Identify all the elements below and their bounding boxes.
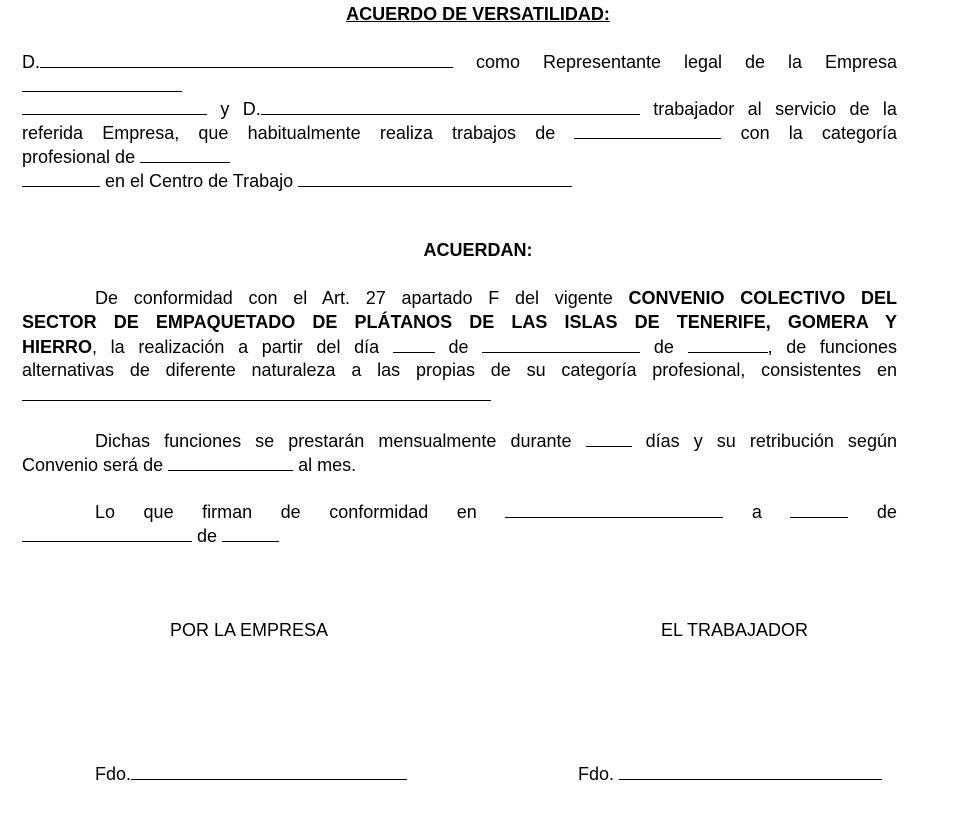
para1-line4-text: alternativas de diferente naturaleza a las propias de su categoría profesional, consistentes en bbox=[22, 360, 897, 380]
trabajador-label: EL TRABAJADOR bbox=[661, 620, 809, 640]
sign-month-blank[interactable] bbox=[22, 524, 192, 542]
d-prefix: D. bbox=[22, 52, 40, 72]
worker-signature-blank[interactable] bbox=[619, 762, 882, 780]
de-text: de bbox=[197, 526, 218, 546]
work-type-blank[interactable] bbox=[574, 121, 721, 139]
para3-line-2 bbox=[22, 524, 897, 546]
para1-line-2 bbox=[22, 311, 897, 333]
y-d-text: y D. bbox=[220, 99, 261, 119]
days-blank[interactable] bbox=[586, 429, 632, 447]
para2-line-2 bbox=[22, 453, 897, 475]
dias-text: días y su retribución según bbox=[645, 431, 897, 451]
start-year-blank[interactable] bbox=[688, 335, 768, 353]
word: Lo bbox=[95, 502, 116, 522]
de-text: de bbox=[448, 337, 469, 357]
para1-start: De conformidad con el Art. 27 apartado F del vigente bbox=[95, 288, 613, 308]
para1-line-3 bbox=[22, 335, 897, 357]
para1-line-5 bbox=[22, 383, 897, 405]
sign-year-blank[interactable] bbox=[222, 524, 279, 542]
funciones-text: , de funciones bbox=[767, 337, 897, 357]
para1-cont: , la realización a partir del día bbox=[92, 337, 380, 357]
representative-name-blank[interactable] bbox=[40, 50, 453, 68]
word: de bbox=[280, 502, 301, 522]
profesional-text: profesional de bbox=[22, 147, 136, 167]
fdo-text: Fdo. bbox=[578, 764, 615, 784]
para1-line-4 bbox=[22, 359, 897, 381]
company-name-blank-2[interactable] bbox=[22, 97, 207, 115]
intro-line-1 bbox=[22, 50, 897, 72]
centro-text: en el Centro de Trabajo bbox=[105, 171, 294, 191]
trabajador-text: trabajador al servicio de la bbox=[653, 99, 897, 119]
company-signature-blank[interactable] bbox=[131, 762, 407, 780]
place-blank[interactable] bbox=[505, 500, 723, 518]
categoria-text: con la categoría bbox=[740, 123, 897, 143]
como-text: como Representante legal de la Empresa bbox=[475, 52, 897, 72]
empresa-label: POR LA EMPRESA bbox=[170, 620, 329, 640]
fdo-empresa bbox=[95, 762, 407, 785]
convenio-bold-2: SECTOR DE EMPAQUETADO DE PLÁTANOS DE LAS ISLAS DE TENERIFE, GOMERA Y bbox=[22, 312, 897, 332]
intro-line-3 bbox=[22, 97, 897, 119]
para2-line-1 bbox=[95, 429, 897, 451]
salary-blank[interactable] bbox=[168, 453, 293, 471]
acuerdan-heading: ACUERDAN: bbox=[423, 240, 533, 260]
start-day-blank[interactable] bbox=[393, 335, 435, 353]
intro-line-2 bbox=[22, 74, 897, 96]
category-blank-2[interactable] bbox=[22, 169, 100, 187]
start-month-blank[interactable] bbox=[482, 335, 640, 353]
para1-line-1 bbox=[95, 287, 897, 309]
para2-start: Dichas funciones se prestarán mensualmente durante bbox=[95, 431, 572, 451]
work-center-blank[interactable] bbox=[298, 169, 572, 187]
category-blank[interactable] bbox=[140, 145, 230, 163]
word: que bbox=[143, 502, 174, 522]
para3-line-1 bbox=[95, 500, 897, 522]
worker-name-blank[interactable] bbox=[261, 97, 640, 115]
fdo-trabajador bbox=[578, 762, 882, 785]
intro-line-4 bbox=[22, 121, 897, 143]
convenio-bold-1: CONVENIO COLECTIVO DEL bbox=[628, 288, 897, 308]
a-text: a bbox=[751, 502, 762, 522]
intro-line-5 bbox=[22, 145, 897, 167]
fdo-text: Fdo. bbox=[95, 764, 132, 784]
document-title: ACUERDO DE VERSATILIDAD: bbox=[346, 4, 610, 24]
mes-text: al mes. bbox=[298, 455, 357, 475]
de-text: de bbox=[876, 502, 897, 522]
sign-day-blank[interactable] bbox=[790, 500, 848, 518]
word: firman bbox=[202, 502, 253, 522]
word: en bbox=[456, 502, 477, 522]
de-text: de bbox=[653, 337, 674, 357]
intro-line-6 bbox=[22, 169, 897, 191]
convenio-bold-3: HIERRO bbox=[22, 337, 93, 357]
functions-blank[interactable] bbox=[22, 383, 491, 401]
referida-text: referida Empresa, que habitualmente realiza trabajos de bbox=[22, 123, 556, 143]
company-name-blank[interactable] bbox=[22, 74, 182, 92]
word: conformidad bbox=[329, 502, 429, 522]
convenio-text: Convenio será de bbox=[22, 455, 164, 475]
